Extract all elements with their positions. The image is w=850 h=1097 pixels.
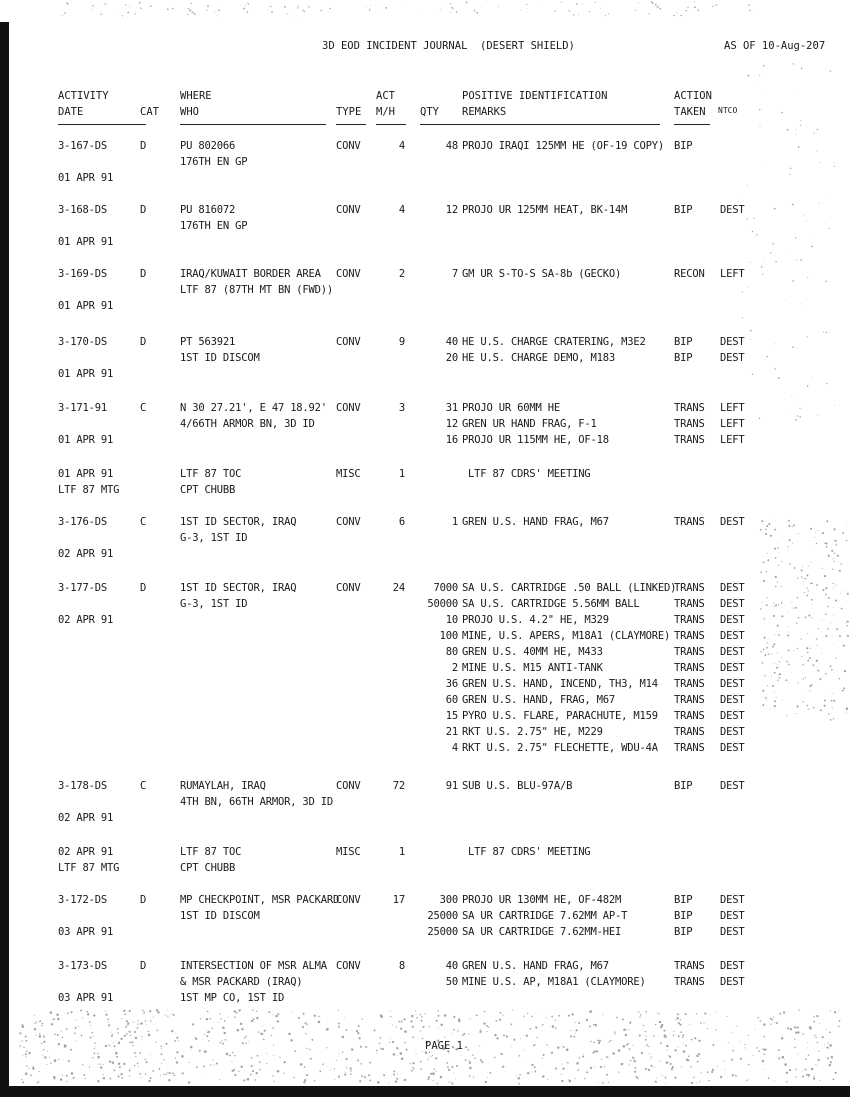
ntco-result: DEST	[720, 662, 745, 674]
item-qty: 40	[445, 336, 458, 348]
ntco-result: DEST	[720, 630, 745, 642]
activity-date: 01 APR 91	[58, 368, 114, 380]
ntco-result: DEST	[720, 678, 745, 690]
header-cat: CAT	[140, 106, 159, 118]
ntco-result: LEFT	[720, 402, 745, 414]
item-qty: 15	[445, 710, 458, 722]
action-taken: TRANS	[674, 614, 705, 626]
item-qty: 50	[445, 976, 458, 988]
item-remark: PROJO U.S. 4.2" HE, M329	[462, 614, 609, 626]
incident-type: CONV	[336, 402, 361, 414]
activity-date: 03 APR 91	[58, 926, 114, 938]
item-remark: SA U.S. CARTRIDGE .50 BALL (LINKED)	[462, 582, 677, 594]
item-qty: 12	[445, 204, 458, 216]
where-location: LTF 87 TOC	[180, 846, 242, 858]
item-remark: PYRO U.S. FLARE, PARACHUTE, M159	[462, 710, 658, 722]
item-qty: 2	[451, 662, 458, 674]
category: D	[140, 894, 147, 906]
ntco-result: LEFT	[720, 418, 745, 430]
activity-id: 3-172-DS	[58, 894, 107, 906]
who-unit: CPT CHUBB	[180, 862, 236, 874]
item-remark: PROJO IRAQI 125MM HE (OF-19 COPY)	[462, 140, 665, 152]
item-remark: GREN U.S. HAND, INCEND, TH3, M14	[462, 678, 658, 690]
activity-id: 01 APR 91	[58, 468, 114, 480]
activity-date: 01 APR 91	[58, 172, 114, 184]
activity-date: 02 APR 91	[58, 548, 114, 560]
category: D	[140, 268, 147, 280]
ntco-result: DEST	[720, 726, 745, 738]
ntco-result: DEST	[720, 926, 745, 938]
action-taken: TRANS	[674, 582, 705, 594]
ntco-result: DEST	[720, 336, 745, 348]
page-title: 3D EOD INCIDENT JOURNAL (DESERT SHIELD)	[322, 40, 575, 52]
action-taken: RECON	[674, 268, 705, 280]
man-hours: 3	[398, 402, 405, 414]
item-remark: GM UR S-TO-S SA-8b (GECKO)	[462, 268, 622, 280]
item-qty: 80	[445, 646, 458, 658]
ntco-result: DEST	[720, 516, 745, 528]
rule	[420, 124, 660, 125]
item-qty: 20	[445, 352, 458, 364]
header-act: ACT	[376, 90, 395, 102]
man-hours: 4	[398, 140, 405, 152]
action-taken: BIP	[674, 336, 693, 348]
man-hours: 17	[392, 894, 405, 906]
action-taken: TRANS	[674, 694, 705, 706]
item-remark: PROJO UR 130MM HE, OF-482M	[462, 894, 622, 906]
incident-type: CONV	[336, 780, 361, 792]
incident-type: CONV	[336, 960, 361, 972]
item-qty: 4	[451, 742, 458, 754]
who-unit: 4TH BN, 66TH ARMOR, 3D ID	[180, 796, 334, 808]
who-unit: G-3, 1ST ID	[180, 598, 248, 610]
scan-bottom-border	[0, 1086, 850, 1097]
item-remark: PROJO UR 115MM HE, OF-18	[462, 434, 609, 446]
item-qty: 25000	[427, 926, 458, 938]
action-taken: TRANS	[674, 418, 705, 430]
man-hours: 1	[398, 846, 405, 858]
activity-id: 3-171-91	[58, 402, 107, 414]
action-taken: TRANS	[674, 726, 705, 738]
category: C	[140, 402, 147, 414]
incident-type: MISC	[336, 846, 361, 858]
item-qty: 12	[445, 418, 458, 430]
who-unit: 1ST MP CO, 1ST ID	[180, 992, 285, 1004]
rule	[376, 124, 406, 125]
item-qty: 21	[445, 726, 458, 738]
item-qty: 7	[451, 268, 458, 280]
action-taken: TRANS	[674, 742, 705, 754]
ntco-result: LEFT	[720, 268, 745, 280]
item-remark: GREN U.S. HAND FRAG, M67	[462, 516, 609, 528]
item-remark: MINE U.S. M15 ANTI-TANK	[462, 662, 603, 674]
incident-type: CONV	[336, 204, 361, 216]
header-qty: QTY	[420, 106, 439, 118]
action-taken: TRANS	[674, 598, 705, 610]
rule	[674, 124, 710, 125]
activity-date: 02 APR 91	[58, 614, 114, 626]
activity-id: 3-176-DS	[58, 516, 107, 528]
action-taken: BIP	[674, 910, 693, 922]
man-hours: 24	[392, 582, 405, 594]
incident-type: MISC	[336, 468, 361, 480]
action-taken: BIP	[674, 780, 693, 792]
header-mh: M/H	[376, 106, 395, 118]
item-remark: LTF 87 CDRS' MEETING	[468, 468, 591, 480]
ntco-result: DEST	[720, 694, 745, 706]
category: C	[140, 780, 147, 792]
activity-id: 3-169-DS	[58, 268, 107, 280]
scan-left-border	[0, 22, 9, 1092]
incident-type: CONV	[336, 140, 361, 152]
where-location: 1ST ID SECTOR, IRAQ	[180, 516, 297, 528]
item-qty: 300	[439, 894, 458, 906]
action-taken: BIP	[674, 140, 693, 152]
where-location: RUMAYLAH, IRAQ	[180, 780, 266, 792]
who-unit: & MSR PACKARD (IRAQ)	[180, 976, 303, 988]
ntco-result: LEFT	[720, 434, 745, 446]
header-action: ACTION	[674, 90, 712, 102]
item-remark: MINE U.S. AP, M18A1 (CLAYMORE)	[462, 976, 646, 988]
item-remark: GREN U.S. HAND FRAG, M67	[462, 960, 609, 972]
action-taken: TRANS	[674, 434, 705, 446]
activity-id: 3-167-DS	[58, 140, 107, 152]
incident-type: CONV	[336, 516, 361, 528]
item-remark: PROJO UR 60MM HE	[462, 402, 560, 414]
where-location: PT 563921	[180, 336, 236, 348]
item-remark: SA UR CARTRIDGE 7.62MM AP-T	[462, 910, 628, 922]
item-qty: 16	[445, 434, 458, 446]
who-unit: 4/66TH ARMOR BN, 3D ID	[180, 418, 315, 430]
item-remark: LTF 87 CDRS' MEETING	[468, 846, 591, 858]
action-taken: BIP	[674, 204, 693, 216]
item-remark: PROJO UR 125MM HEAT, BK-14M	[462, 204, 628, 216]
where-location: INTERSECTION OF MSR ALMA	[180, 960, 327, 972]
action-taken: TRANS	[674, 630, 705, 642]
as-of-date: AS OF 10-Aug-207	[724, 40, 826, 52]
who-unit: CPT CHUBB	[180, 484, 236, 496]
activity-id: 3-168-DS	[58, 204, 107, 216]
ntco-result: DEST	[720, 960, 745, 972]
item-remark: RKT U.S. 2.75" HE, M229	[462, 726, 603, 738]
item-qty: 1	[451, 516, 458, 528]
activity-id: 3-170-DS	[58, 336, 107, 348]
man-hours: 72	[392, 780, 405, 792]
item-qty: 25000	[427, 910, 458, 922]
activity-date: 01 APR 91	[58, 434, 114, 446]
incident-type: CONV	[336, 268, 361, 280]
ntco-result: DEST	[720, 614, 745, 626]
activity-id: 3-177-DS	[58, 582, 107, 594]
header-type: TYPE	[336, 106, 362, 118]
rule	[180, 124, 326, 125]
category: D	[140, 960, 147, 972]
item-qty: 50000	[427, 598, 458, 610]
who-unit: 1ST ID DISCOM	[180, 910, 260, 922]
action-taken: TRANS	[674, 678, 705, 690]
action-taken: TRANS	[674, 646, 705, 658]
item-qty: 10	[445, 614, 458, 626]
ntco-result: DEST	[720, 204, 745, 216]
ntco-result: DEST	[720, 352, 745, 364]
item-remark: GREN U.S. HAND, FRAG, M67	[462, 694, 616, 706]
action-taken: TRANS	[674, 960, 705, 972]
action-taken: TRANS	[674, 662, 705, 674]
header-remarks: REMARKS	[462, 106, 507, 118]
item-qty: 100	[439, 630, 458, 642]
rule	[336, 124, 366, 125]
where-location: IRAQ/KUWAIT BORDER AREA	[180, 268, 321, 280]
item-qty: 91	[445, 780, 458, 792]
item-remark: SUB U.S. BLU-97A/B	[462, 780, 573, 792]
header-posid: POSITIVE IDENTIFICATION	[462, 90, 608, 102]
item-qty: 60	[445, 694, 458, 706]
item-remark: SA U.S. CARTRIDGE 5.56MM BALL	[462, 598, 640, 610]
activity-date: 03 APR 91	[58, 992, 114, 1004]
category: D	[140, 582, 147, 594]
header-ntco: NTCO	[718, 106, 738, 115]
activity-date: LTF 87 MTG	[58, 484, 120, 496]
activity-id: 02 APR 91	[58, 846, 114, 858]
category: D	[140, 140, 147, 152]
where-location: 1ST ID SECTOR, IRAQ	[180, 582, 297, 594]
where-location: PU 816072	[180, 204, 236, 216]
ntco-result: DEST	[720, 976, 745, 988]
category: C	[140, 516, 147, 528]
item-qty: 36	[445, 678, 458, 690]
ntco-result: DEST	[720, 646, 745, 658]
item-remark: SA UR CARTRIDGE 7.62MM-HEI	[462, 926, 622, 938]
activity-id: 3-173-DS	[58, 960, 107, 972]
item-remark: GREN UR HAND FRAG, F-1	[462, 418, 597, 430]
rule	[58, 124, 146, 125]
item-remark: GREN U.S. 40MM HE, M433	[462, 646, 603, 658]
who-unit: 1ST ID DISCOM	[180, 352, 260, 364]
ntco-result: DEST	[720, 742, 745, 754]
ntco-result: DEST	[720, 598, 745, 610]
activity-date: 01 APR 91	[58, 236, 114, 248]
item-remark: RKT U.S. 2.75" FLECHETTE, WDU-4A	[462, 742, 658, 754]
action-taken: BIP	[674, 894, 693, 906]
where-location: PU 802066	[180, 140, 236, 152]
item-remark: MINE, U.S. APERS, M18A1 (CLAYMORE)	[462, 630, 671, 642]
ntco-result: DEST	[720, 910, 745, 922]
header-activity: ACTIVITY	[58, 90, 109, 102]
incident-type: CONV	[336, 336, 361, 348]
action-taken: BIP	[674, 352, 693, 364]
ntco-result: DEST	[720, 894, 745, 906]
action-taken: BIP	[674, 926, 693, 938]
incident-type: CONV	[336, 894, 361, 906]
ntco-result: DEST	[720, 780, 745, 792]
activity-date: LTF 87 MTG	[58, 862, 120, 874]
man-hours: 6	[398, 516, 405, 528]
where-location: MP CHECKPOINT, MSR PACKARD	[180, 894, 340, 906]
man-hours: 4	[398, 204, 405, 216]
who-unit: G-3, 1ST ID	[180, 532, 248, 544]
man-hours: 9	[398, 336, 405, 348]
item-qty: 7000	[433, 582, 458, 594]
action-taken: TRANS	[674, 976, 705, 988]
who-unit: 176TH EN GP	[180, 156, 248, 168]
category: D	[140, 336, 147, 348]
item-qty: 31	[445, 402, 458, 414]
header-where: WHERE	[180, 90, 212, 102]
where-location: LTF 87 TOC	[180, 468, 242, 480]
page-number: PAGE 1	[425, 1040, 463, 1052]
who-unit: LTF 87 (87TH MT BN (FWD))	[180, 284, 334, 296]
activity-date: 02 APR 91	[58, 812, 114, 824]
action-taken: TRANS	[674, 710, 705, 722]
man-hours: 1	[398, 468, 405, 480]
item-remark: HE U.S. CHARGE DEMO, M183	[462, 352, 616, 364]
man-hours: 2	[398, 268, 405, 280]
who-unit: 176TH EN GP	[180, 220, 248, 232]
where-location: N 30 27.21', E 47 18.92'	[180, 402, 327, 414]
action-taken: TRANS	[674, 516, 705, 528]
header-date: DATE	[58, 106, 84, 118]
activity-id: 3-178-DS	[58, 780, 107, 792]
ntco-result: DEST	[720, 582, 745, 594]
ntco-result: DEST	[720, 710, 745, 722]
action-taken: TRANS	[674, 402, 705, 414]
incident-type: CONV	[336, 582, 361, 594]
item-remark: HE U.S. CHARGE CRATERING, M3E2	[462, 336, 646, 348]
activity-date: 01 APR 91	[58, 300, 114, 312]
header-taken: TAKEN	[674, 106, 706, 118]
item-qty: 40	[445, 960, 458, 972]
man-hours: 8	[398, 960, 405, 972]
category: D	[140, 204, 147, 216]
header-who: WHO	[180, 106, 199, 118]
item-qty: 48	[445, 140, 458, 152]
